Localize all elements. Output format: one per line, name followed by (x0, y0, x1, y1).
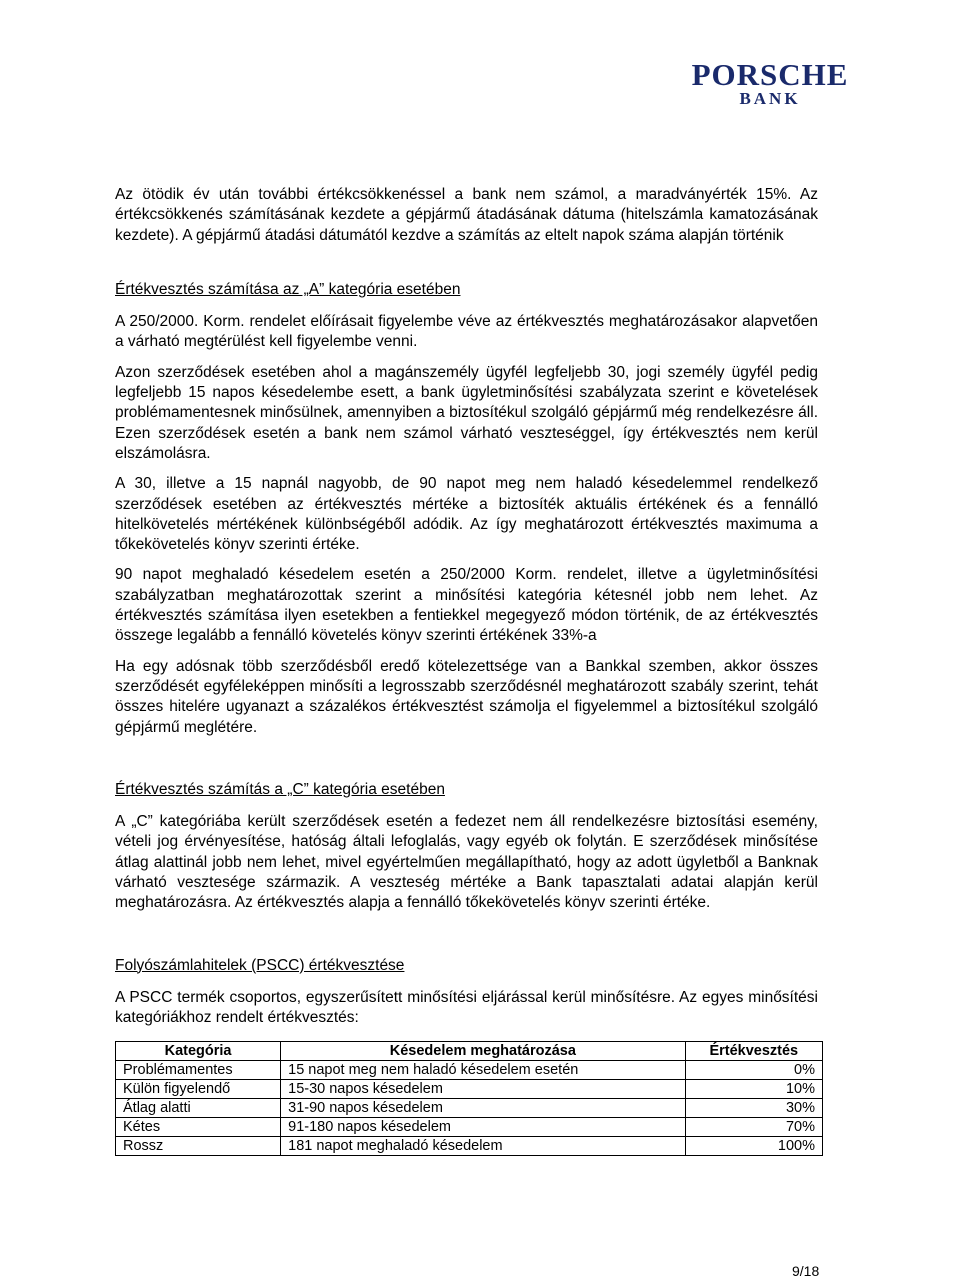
logo-top-text: PORSCHE (691, 57, 849, 92)
category-cell: Kétes (116, 1117, 281, 1136)
section-a-paragraph-1: A 250/2000. Korm. rendelet előírásait figyelembe véve az értékvesztés meghatározásakor alapvetően a várható megtérülést kell figyelembe venni. (115, 313, 818, 351)
section-a-paragraph-2: Azon szerződések esetében ahol a magánszemély ügyfél legfeljebb 30, jogi személy ügyfél pedig legfeljebb 15 napos késedelembe esett, a bank ügyletminősítési szabályzata szerint e követelések problémamentesnek minősülnek, amennyiben a biztosítékul szolgáló gépjármű még rendelkezésre áll. Ezen szerződések esetén a bank nem számol várható veszteséggel, így értékvesztés nem kerül elszámolásra. (115, 363, 818, 462)
page-number: 9/18 (792, 1263, 820, 1279)
delay-cell: 91-180 napos késedelem (281, 1117, 685, 1136)
category-cell: Rossz (116, 1136, 281, 1155)
section-c-heading: Értékvesztés számítás a „C” kategória esetében (115, 780, 445, 798)
logo-bottom-text: BANK (739, 89, 801, 108)
table-body (116, 1060, 823, 1155)
impairment-cell: 30% (685, 1098, 822, 1117)
intro-paragraph: Az ötödik év után további értékcsökkenéssel a bank nem számol, a maradványérték 15%. Az értékcsökkenés számításának kezdete a gépjármű átadásának dátuma (hitelszámla kamatozásának kezdete). A gépjármű átadási dátumától kezdve a számítás az eltelt napok száma alapján történik (115, 186, 818, 244)
section-spacer (115, 748, 818, 780)
impairment-cell: 10% (685, 1079, 822, 1098)
delay-cell: 181 napot meghaladó késedelem (281, 1136, 685, 1155)
section-a-paragraph-3: A 30, illetve a 15 napnál nagyobb, de 90 napot meg nem haladó késedelemmel rendelkező szerződések esetében az értékvesztés mértéke a biztosíték aktuális értékének és a fennálló hitelkövetelés mértékének különbségéből adódik. Az így meghatározott értékvesztés maximuma a tőkekövetelés könyv szerinti értéke. (115, 475, 818, 554)
table-header-cell: Kategória (116, 1041, 281, 1060)
section-c-paragraph: A „C” kategóriába került szerződések esetén a fedezet nem áll rendelkezésre biztosítási esemény, vételi jog érvényesítése, hatóság általi lefoglalás, vagy egyéb ok folytán. E szerződések minősítése átlag alattinál jobb nem lehet, mivel egyértelműen megállapítható, hogy az adott ügyletből a Banknak várható vesztesége származik. A veszteség mértéke a Bank tapasztalati adatai alapján kerül meghatározásra. Az értékvesztés alapja a fennálló tőkekövetelés könyv szerinti értéke. (115, 813, 818, 912)
section-pscc-heading: Folyószámlahitelek (PSCC) értékvesztése (115, 956, 405, 974)
category-table (115, 1041, 823, 1156)
impairment-cell: 100% (685, 1136, 822, 1155)
delay-cell: 15-30 napos késedelem (281, 1079, 685, 1098)
table-header-row (116, 1041, 823, 1060)
impairment-cell: 0% (685, 1060, 822, 1079)
document-body (115, 185, 818, 1156)
section-a-paragraph-4: 90 napot meghaladó késedelem esetén a 250/2000 Korm. rendelet, illetve a ügyletminősítési szabályzatban meghatározottak szerint a minősítési kategória kétesnél jobb nem lehet. Az értékvesztés számítása ilyen esetekben a fentiekkel megegyező módon történik, de az értékvesztés összege legalább a fennálló követelés könyv szerinti értékének 33%-a (115, 566, 818, 645)
table-header-cell: Értékvesztés (685, 1041, 822, 1060)
table-header-cell: Késedelem meghatározása (281, 1041, 685, 1060)
table-row (116, 1098, 823, 1117)
category-cell: Külön figyelendő (116, 1079, 281, 1098)
table-row (116, 1060, 823, 1079)
table-row (116, 1136, 823, 1155)
table-row (116, 1079, 823, 1098)
section-a-paragraph-5: Ha egy adósnak több szerződésből eredő kötelezettsége van a Bankkal szemben, akkor összes szerződését egyféleképpen minősíti a legrosszabb szerződésnél meghatározott szabály szerint, tehát összes hitelére ugyanazt a százalékos értékvesztést számolja el figyelemmel a biztosítékul szolgáló gépjármű meglétére. (115, 657, 818, 736)
table-row (116, 1117, 823, 1136)
category-cell: Átlag alatti (116, 1098, 281, 1117)
delay-cell: 31-90 napos késedelem (281, 1098, 685, 1117)
porsche-bank-logo (664, 57, 876, 108)
impairment-cell: 70% (685, 1117, 822, 1136)
section-spacer (115, 924, 818, 956)
section-pscc-paragraph: A PSCC termék csoportos, egyszerűsített minősítési eljárással kerül minősítésre. Az egyes minősítési kategóriákhoz rendelt értékvesztés: (115, 988, 818, 1027)
category-cell: Problémamentes (116, 1060, 281, 1079)
delay-cell: 15 napot meg nem haladó késedelem esetén (281, 1060, 685, 1079)
section-a-heading: Értékvesztés számítása az „A” kategória esetében (115, 280, 461, 298)
